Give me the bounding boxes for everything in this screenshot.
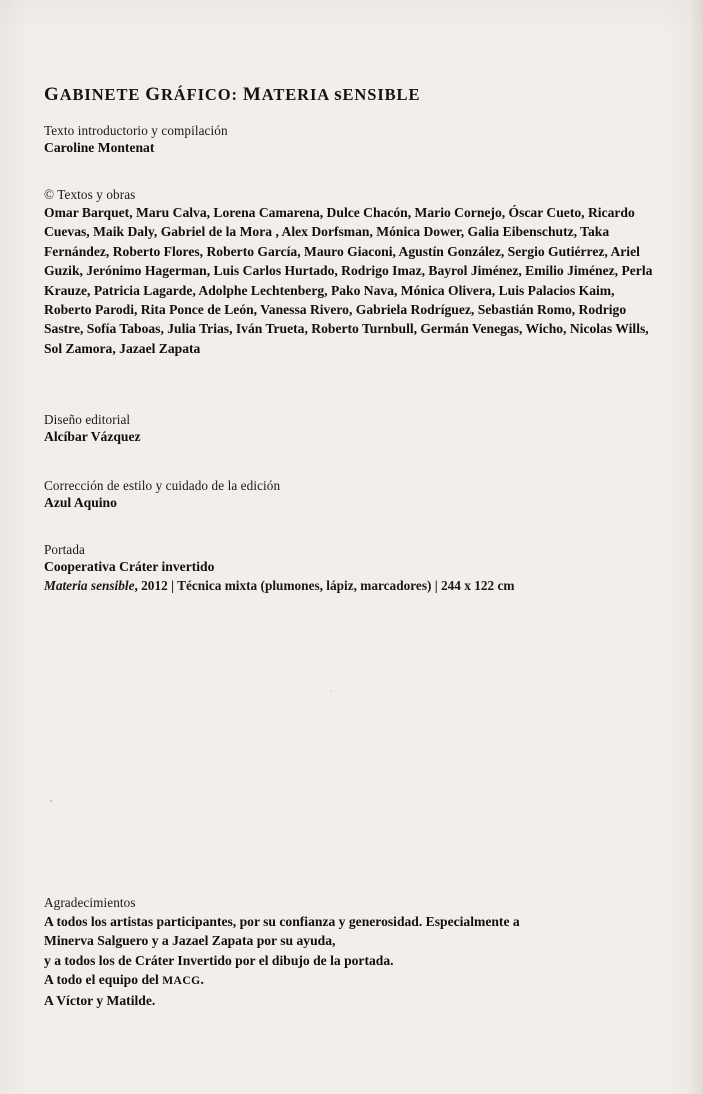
cover-work-details: , 2012 | Técnica mixta (plumones, lápiz, marcadores) | 244 x 122 cm: [134, 577, 515, 593]
colophon-content: [44, 0, 664, 1094]
artist-name-list: Omar Barquet, Maru Calva, Lorena Camarena, Dulce Chacón, Mario Cornejo, Óscar Cueto, Ricardo Cuevas, Maik Daly, Gabriel de la Mora , Alex Dorfsman, Mónica Dower, Galia Eibenschutz, Taka Fernández, Roberto Flores, Roberto García, Mauro Giaconi, Agustín González, Sergio Gutiérrez, Ariel Guzik, Jerónimo Hagerman, Luis Carlos Hurtado, Rodrigo Imaz, Bayrol Jiménez, Emilio Jiménez, Perla Krauze, Patricia Lagarde, Adolphe Lechtenberg, Pako Nava, Mónica Olivera, Luis Palacios Kaim, Roberto Parodi, Rita Ponce de León, Vanessa Rivero, Gabriela Rodríguez, Sebastián Romo, Rodrigo Sastre, Sofía Taboas, Julia Trias, Iván Trueta, Roberto Turnbull, Germán Venegas, Wicho, Nicolas Wills, Sol Zamora, Jazael Zapata: [44, 205, 653, 356]
credit-value: Alcíbar Vázquez: [44, 429, 141, 444]
credit-label: Texto introductorio y compilación: [44, 123, 228, 138]
credit-value: Caroline Montenat: [44, 140, 155, 155]
cover-author: Cooperativa Cráter invertido: [44, 559, 215, 574]
acknowledgements-line: [44, 970, 520, 990]
acknowledgements-line-text: A todo el equipo del MACG.: [44, 972, 204, 988]
credit-block-texts-works: [44, 186, 659, 358]
page-title: GABINETE GRÁFICO: MATERIA sENSIBLE: [44, 84, 421, 105]
paper-speck: [330, 690, 332, 692]
credit-block-copyediting: [44, 477, 280, 513]
credit-label: Diseño editorial: [44, 412, 131, 427]
credit-label: Corrección de estilo y cuidado de la edición: [44, 478, 281, 493]
credit-value: Azul Aquino: [44, 495, 117, 510]
credit-block-editorial-design: [44, 411, 141, 447]
acknowledgements-label: Agradecimientos: [44, 895, 136, 910]
cover-label: Portada: [44, 542, 85, 557]
cover-work-line: [44, 577, 515, 595]
acknowledgements-line: A todos los artistas participantes, por su confianza y generosidad. Especialmente a: [44, 914, 520, 929]
acknowledgements-line: A Víctor y Matilde.: [44, 992, 156, 1008]
acknowledgements-line: y a todos los de Cráter Invertido por el dibujo de la portada.: [44, 952, 394, 968]
acknowledgements-line: Minerva Salguero y a Jazael Zapata por su ayuda,: [44, 933, 336, 949]
cover-work-title: Materia sensible: [44, 577, 135, 593]
credit-block-cover: [44, 541, 515, 595]
credit-label: © Textos y obras: [44, 187, 136, 202]
acknowledgements-block: [44, 894, 520, 1010]
paper-speck: [50, 800, 52, 802]
credit-block-intro-text: [44, 122, 228, 158]
